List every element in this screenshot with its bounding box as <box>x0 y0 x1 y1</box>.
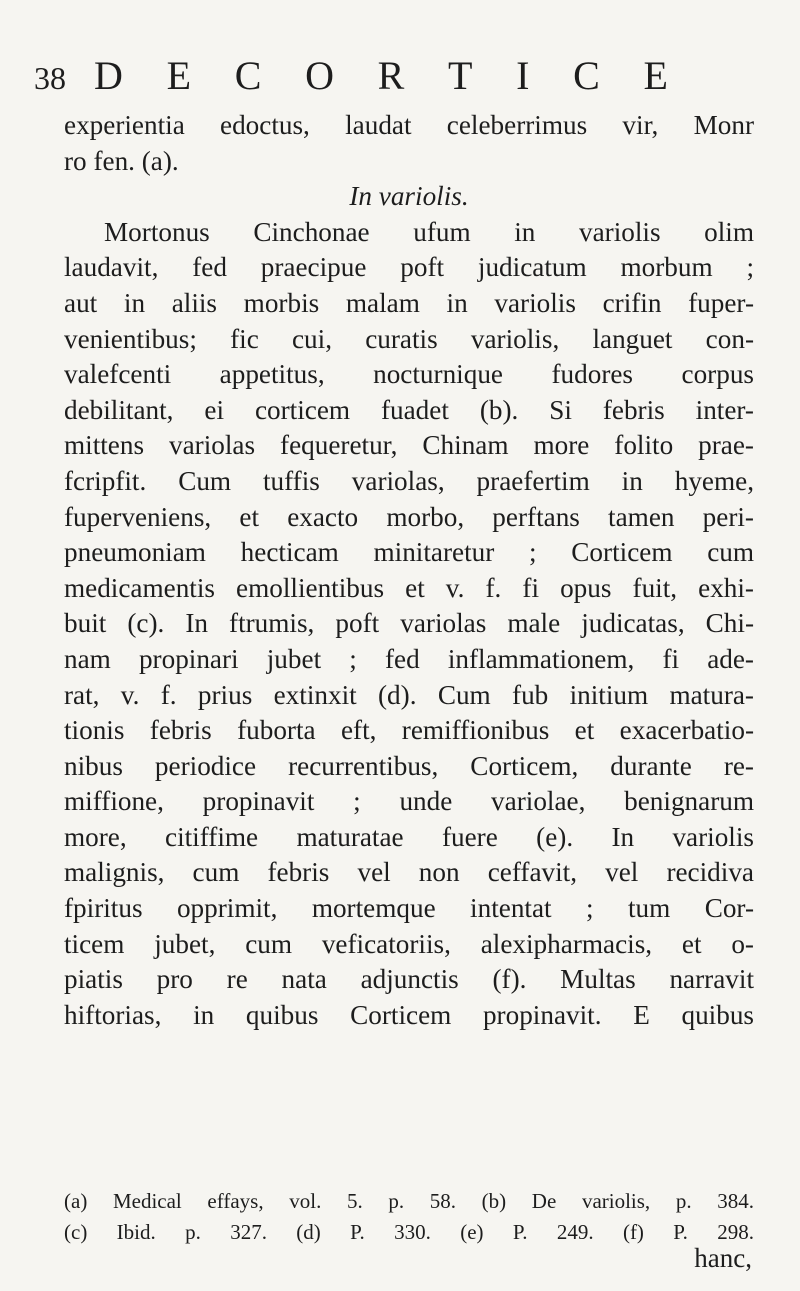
text-line: ro fen. (a). <box>64 145 179 176</box>
running-title-letter: C <box>573 53 602 98</box>
text-line: experientia edoctus, laudat celeberrimus vir, Monr <box>64 110 754 140</box>
text-line: malignis, cum febris vel non ceffavit, vel recidiva <box>64 857 754 888</box>
running-title-letter: E <box>643 53 670 98</box>
text-line: tionis febris fuborta eft, remiffionibus et exacerbatio- <box>64 715 754 746</box>
text-line: venientibus; fic cui, curatis variolis, languet con- <box>64 323 754 354</box>
text-line: nibus periodice recurrentibus, Corticem, durante re- <box>64 750 754 781</box>
text-line: aut in aliis morbis malam in variolis crifin fuper- <box>64 287 754 318</box>
text-line: hiftorias, in quibus Corticem propinavit. E quibus <box>64 999 754 1030</box>
text-line: pneumoniam hecticam minitaretur ; Corticem cum <box>64 537 754 568</box>
text-line: valefcenti appetitus, nocturnique fudores corpus <box>64 359 754 390</box>
section-heading: In variolis. <box>349 181 469 212</box>
text-line: laudavit, fed praecipue poft judicatum morbum ; <box>64 252 754 283</box>
running-title-letter: C <box>234 53 264 98</box>
running-title-letter: E <box>166 53 194 98</box>
footnote-line: (a) Medical effays, vol. 5. p. 58. (b) De variolis, p. 384. <box>64 1189 754 1213</box>
running-title-letter: R <box>377 53 407 98</box>
page-header <box>34 52 670 99</box>
text-line: debilitant, ei corticem fuadet (b). Si febris inter- <box>64 394 754 425</box>
text-line: ticem jubet, cum veficatoriis, alexipharmacis, et o- <box>64 928 754 959</box>
text-line: nam propinari jubet ; fed inflammationem, fi ade- <box>64 643 754 674</box>
text-line: Mortonus Cinchonae ufum in variolis olim <box>104 216 754 247</box>
body-text <box>64 108 754 1033</box>
text-line: fcripfit. Cum tuffis variolas, praefertim in hyeme, <box>64 465 754 496</box>
text-line: miffione, propinavit ; unde variolae, benignarum <box>64 786 754 817</box>
text-line: buit (c). In ftrumis, poft variolas male judicatas, Chi- <box>64 608 754 639</box>
running-title <box>94 52 670 99</box>
text-line: more, citiffime maturatae fuere (e). In variolis <box>64 821 754 852</box>
running-title-letter: I <box>516 53 532 98</box>
catchword: hanc, <box>694 1243 752 1273</box>
text-line: piatis pro re nata adjunctis (f). Multas narravit <box>64 964 754 995</box>
running-title-letter: D <box>94 53 125 98</box>
text-line: mittens variolas fequeretur, Chinam more folito prae- <box>64 430 754 461</box>
text-line: medicamentis emollientibus et v. f. fi opus fuit, exhi- <box>64 572 754 603</box>
running-title-letter: O <box>305 53 336 98</box>
text-line: rat, v. f. prius extinxit (d). Cum fub initium matura- <box>64 679 754 710</box>
running-title-letter: T <box>448 53 475 98</box>
footnote-line: (c) Ibid. p. 327. (d) P. 330. (e) P. 249. (f) P. 298. <box>64 1220 754 1244</box>
footnotes <box>64 1186 754 1248</box>
text-line: fuperveniens, et exacto morbo, perftans tamen peri- <box>64 501 754 532</box>
page-number: 38 <box>34 60 66 96</box>
text-line: fpiritus opprimit, mortemque intentat ; tum Cor- <box>64 893 754 924</box>
